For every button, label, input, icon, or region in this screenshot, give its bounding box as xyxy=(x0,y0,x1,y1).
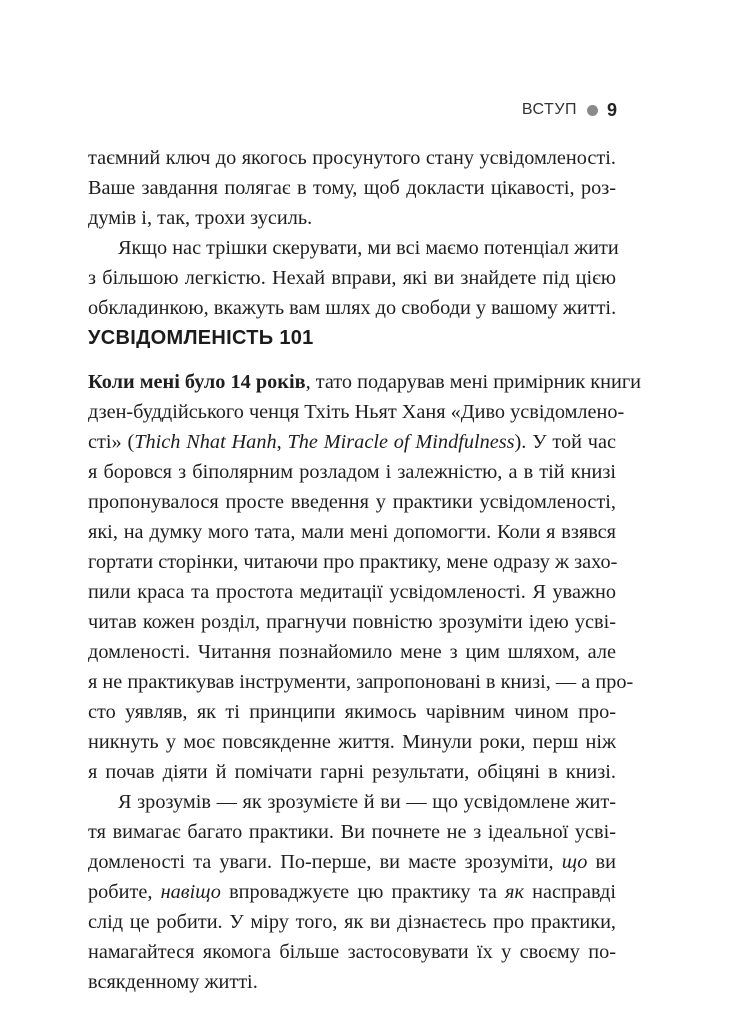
paragraph-line: Я зрозумів — як зрозумієте й ви — що усвідомлене жит- xyxy=(118,791,616,813)
paragraph-line: пили краса та простота медитації усвідомленості. Я уважно xyxy=(88,581,616,603)
paragraph-line: таємний ключ до якогось просунутого стану усвідомленості. xyxy=(88,147,616,169)
paragraph-line: всякденному житті. xyxy=(88,971,258,993)
section-heading: УСВІДОМЛЕНІСТЬ 101 xyxy=(88,327,314,349)
paragraph-line: я не практикував інструменти, запропоновані в книзі, — а про- xyxy=(88,671,634,693)
running-head-section: ВСТУП xyxy=(521,101,577,118)
paragraph-line: Ваше завдання полягає в тому, щоб докласти цікавості, роз- xyxy=(88,177,616,199)
bullet-dot-icon xyxy=(587,105,598,116)
paragraph-line: читав кожен розділ, прагнучи повністю зрозуміти ідею усві- xyxy=(88,611,616,633)
text-block-main xyxy=(88,367,642,997)
paragraph-line: дзен-буддійського ченця Тхіть Ньят Ханя «Диво усвідомлено- xyxy=(88,401,625,423)
paragraph-line: з більшою легкістю. Нехай вправи, які ви знайдете під цією xyxy=(88,267,616,289)
paragraph-line: сті» (Thich Nhat Hanh, The Miracle of Mindfulness). У той час xyxy=(88,431,617,453)
paragraph-line: робите, навіщо впроваджуєте цю практику та як насправді xyxy=(88,881,616,903)
book-title-italic: The Miracle of Mindfulness xyxy=(287,431,515,453)
paragraph-line: гортати сторінки, читаючи про практику, мене одразу ж захо- xyxy=(88,551,618,573)
paragraph-line: обкладинкою, вкажуть вам шлях до свободи у вашому житті. xyxy=(88,297,617,319)
author-name-italic: Thich Nhat Hanh xyxy=(134,431,277,453)
paragraph-line: Якщо нас трішки скерувати, ми всі маємо потенціал жити xyxy=(118,237,619,259)
emphasis-italic: як xyxy=(505,881,524,903)
lead-in-bold: Коли мені було 14 років xyxy=(88,371,306,393)
paragraph-line: які, на думку мого тата, мали мені допомогти. Коли я взявся xyxy=(88,521,616,543)
text-block-intro xyxy=(88,143,619,323)
emphasis-italic: навіщо xyxy=(160,881,221,903)
paragraph-line: намагайтеся якомога більше застосовувати їх у своєму по- xyxy=(88,941,616,963)
paragraph-line: сто уявляв, як ті принципи якимось чарівним чином про- xyxy=(88,701,616,723)
running-head xyxy=(522,96,617,124)
paragraph-line: я боровся з біполярним розладом і залежністю, а в тій книзі xyxy=(88,461,616,483)
paragraph-line: домленості та уваги. По-перше, ви маєте зрозуміти, що ви xyxy=(88,851,616,873)
paragraph-line: тя вимагає багато практики. Ви почнете не з ідеальної усві- xyxy=(88,821,616,843)
paragraph-line: домленості. Читання познайомило мене з цим шляхом, але xyxy=(88,641,616,663)
paragraph-line: никнуть у моє повсякденне життя. Минули роки, перш ніж xyxy=(88,731,616,753)
paragraph-line: Коли мені було 14 років, тато подарував мені примірник книги xyxy=(88,371,642,393)
paragraph-line: думів і, так, трохи зусиль. xyxy=(88,207,313,229)
paragraph-line: я почав діяти й помічати гарні результати, обіцяні в книзі. xyxy=(88,761,616,783)
paragraph-line: слід це робити. У міру того, як ви дізнаєтесь про практики, xyxy=(88,911,616,933)
page-number: 9 xyxy=(606,99,617,120)
paragraph-line: пропонувалося просте введення у практики усвідомленості, xyxy=(88,491,616,513)
emphasis-italic: що xyxy=(561,851,588,873)
